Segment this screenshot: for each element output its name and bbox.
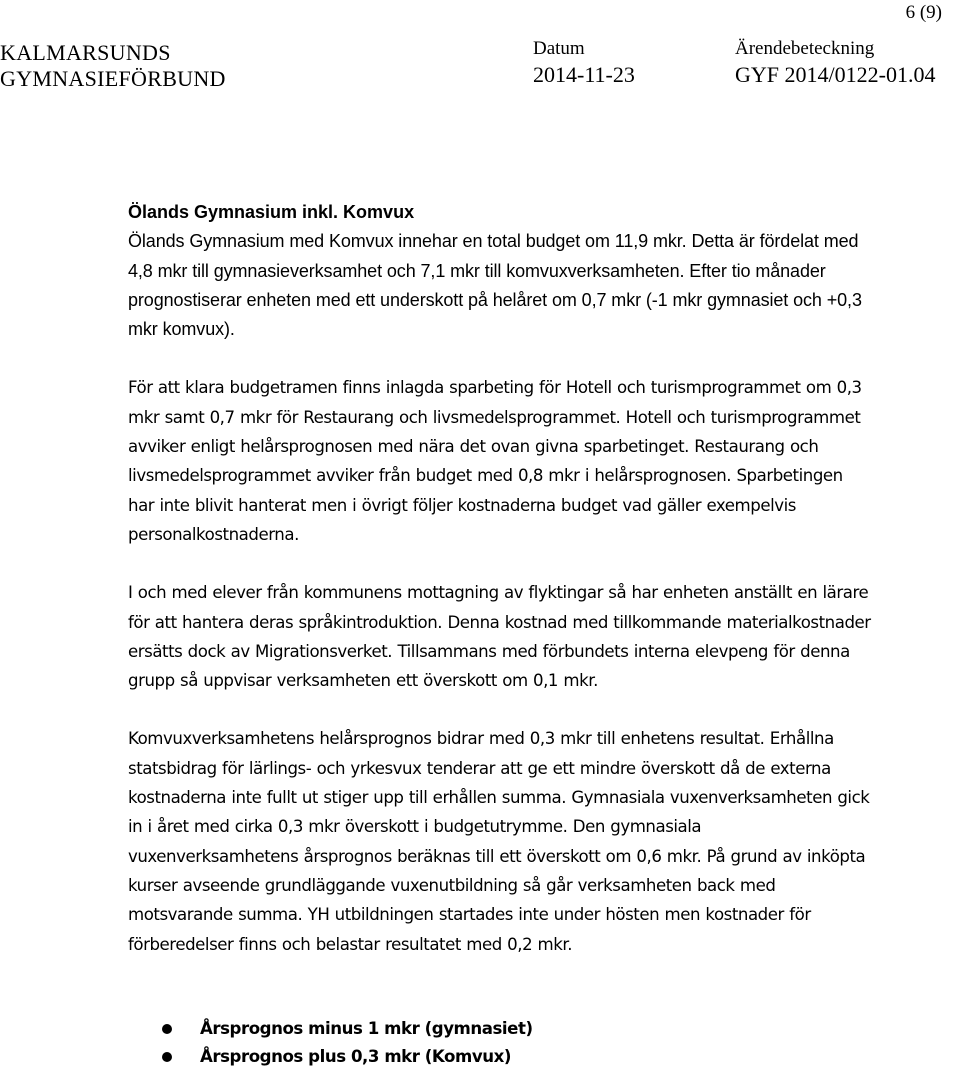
bullet-text: Årsprognos minus 1 mkr (gymnasiet): [200, 1019, 533, 1038]
bullet-dot-icon: [162, 1052, 172, 1062]
reference-value: GYF 2014/0122-01.04: [735, 62, 936, 87]
date-label: Datum: [533, 38, 585, 59]
paragraph-savings-requirements: För att klara budgetramen finns inlagda sparbeting för Hotell och turismprogrammet om 0,3 mkr samt 0,7 mkr för Restaurang och livsmedelsprogrammet. Hotell och turismprogrammet avviker enligt helårsprognosen med nära det ovan givna sparbetinget. Restaurang och livsmedelsprogrammet avviker från budget med 0,8 mkr i helårsprognosen. Sparbetingen har inte blivit hanterat men i övrigt följer kostnaderna budget vad gäller exempelvis personalkostnaderna.: [128, 378, 862, 544]
forecast-bullet-list: [160, 1015, 533, 1071]
org-name-line1: KALMARSUNDS: [0, 40, 171, 65]
page-number: 6 (9): [905, 2, 942, 23]
section-heading: Ölands Gymnasium inkl. Komvux: [128, 202, 415, 222]
paragraph-komvux-forecast: Komvuxverksamhetens helårsprognos bidrar med 0,3 mkr till enhetens resultat. Erhållna statsbidrag för lärlings- och yrkesvux tenderar att ge ett mindre överskott då de externa kostnaderna inte fullt ut stiger upp till erhållen summa. Gymnasiala vuxenverksamheten gick in i året med cirka 0,3 mkr överskott i budgetutrymme. Den gymnasiala vuxenverksamhetens årsprognos beräknas till ett överskott om 0,6 mkr. På grund av inköpta kurser avseende grundläggande vuxenutbildning så går verksamheten back med motsvarande summa. YH utbildningen startades inte under hösten men kostnader för förberedelser finns och belastar resultatet med 0,2 mkr.: [128, 729, 870, 954]
reference-label: Ärendebeteckning: [735, 38, 875, 59]
reference-block: [735, 38, 935, 90]
bullet-dot-icon: [162, 1024, 172, 1034]
paragraph-refugee-language-intro: I och med elever från kommunens mottagning av flyktingar så har enheten anställt en lärare för att hantera deras språkintroduktion. Denna kostnad med tillkommande materialkostnader ersätts dock av Migrationsverket. Tillsammans med förbundets interna elevpeng för denna grupp så uppvisar verksamheten ett överskott om 0,1 mkr.: [128, 583, 871, 691]
bullet-item: [160, 1043, 533, 1071]
date-block: [533, 38, 635, 90]
date-value: 2014-11-23: [533, 62, 635, 87]
bullet-item: [160, 1015, 533, 1043]
document-body: [128, 198, 873, 959]
org-name-line2: GYMNASIEFÖRBUND: [0, 66, 226, 91]
paragraph-budget-overview: Ölands Gymnasium med Komvux innehar en total budget om 11,9 mkr. Detta är fördelat med 4,8 mkr till gymnasieverksamhet och 7,1 mkr till komvuxverksamheten. Efter tio månader prognostiserar enheten med ett underskott på helåret om 0,7 mkr (-1 mkr gymnasiet och +0,3 mkr komvux).: [128, 231, 862, 340]
bullet-text: Årsprognos plus 0,3 mkr (Komvux): [200, 1047, 511, 1066]
organization-name: [0, 40, 226, 92]
